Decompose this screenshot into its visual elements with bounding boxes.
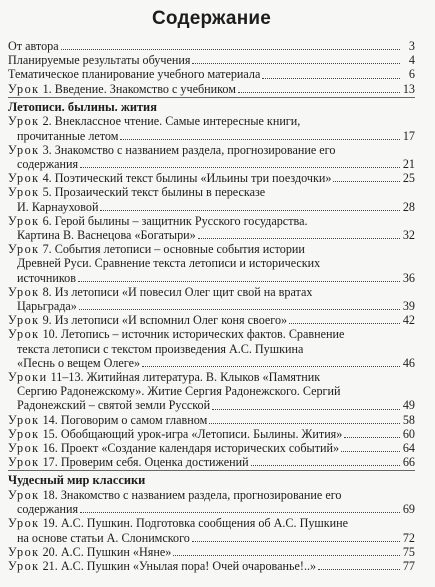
toc-line-text: текста летописи с текстом произведения А.С. Пушкина <box>17 341 304 356</box>
lesson-prefix: Урок <box>8 426 40 441</box>
toc-line-text: Сергию Радонежскому». Житие Сергия Радонежского. Сергий <box>17 384 341 399</box>
page-number: 13 <box>402 81 415 96</box>
toc-line-text: Урок 2. Внеклассное чтение. Самые интересные книги, <box>8 114 301 129</box>
toc-line <box>8 441 415 455</box>
toc-line-text: Урок 17. Проверим себя. Оценка достижений <box>8 455 249 470</box>
page-number: 4 <box>408 53 415 68</box>
leader-dots <box>289 322 400 324</box>
leader-dots <box>238 91 400 93</box>
section-title: Чудесный мир классики <box>8 473 146 488</box>
toc-line-text: От автора <box>8 39 59 53</box>
toc-line-text: Царьграда» <box>17 299 77 314</box>
toc-line-text: содержания <box>17 502 79 517</box>
toc-entry[interactable] <box>8 559 415 573</box>
page-number: 46 <box>402 355 415 370</box>
page-number: 39 <box>402 299 415 314</box>
toc-line <box>8 384 415 398</box>
toc-line <box>8 502 415 516</box>
toc-line-text: Урок 8. Из летописи «И повесил Олег щит свой на вратах <box>8 284 313 299</box>
page-number: 72 <box>402 530 415 545</box>
leader-dots <box>80 511 400 513</box>
toc-line <box>8 53 415 67</box>
toc-entry[interactable] <box>8 242 415 285</box>
leader-dots <box>333 180 399 182</box>
lesson-prefix: Урок <box>8 313 40 328</box>
toc-entry[interactable] <box>8 455 415 469</box>
page-number: 42 <box>402 313 415 328</box>
leader-dots <box>142 365 400 367</box>
lesson-prefix: Урок <box>8 114 40 129</box>
toc-entry[interactable] <box>8 143 415 171</box>
lesson-prefix: Урок <box>8 284 40 299</box>
toc-line-text: Урок 20. А.С. Пушкин «Няне» <box>8 544 172 559</box>
toc-line-text: Древней Руси. Сравнение текста летописи и исторических <box>17 256 321 271</box>
toc-line-text: Урок 5. Прозаический текст былины в пересказе <box>8 185 266 200</box>
toc-line <box>8 313 415 327</box>
leader-dots <box>61 48 400 50</box>
page-number: 69 <box>402 502 415 517</box>
toc-line-text: Урок 3. Знакомство с названием раздела, прогнозирование его <box>8 142 336 157</box>
toc-entry[interactable] <box>8 171 415 185</box>
section-title: Летописи. былины. жития <box>8 99 157 114</box>
lesson-prefix: Урок <box>8 327 40 342</box>
section-divider <box>8 470 415 471</box>
toc-line <box>8 82 415 96</box>
toc-line <box>8 200 415 214</box>
toc-line <box>8 299 415 313</box>
toc-line <box>8 185 415 199</box>
leader-dots <box>262 77 400 79</box>
lesson-prefix: Урок <box>8 544 40 559</box>
leader-dots <box>100 209 399 211</box>
toc-line-text: Урок 15. Обобщающий урок-игра «Летописи. Былины. Жития» <box>8 426 343 441</box>
leader-dots <box>198 237 400 239</box>
leader-dots <box>251 464 400 466</box>
page-title: Содержание <box>151 8 272 29</box>
toc-line <box>8 67 415 81</box>
toc-line <box>8 342 415 356</box>
page-number: 36 <box>402 270 415 285</box>
toc-entry[interactable] <box>8 285 415 313</box>
toc-line <box>8 488 415 502</box>
toc-entry[interactable] <box>8 114 415 142</box>
toc-line <box>8 559 415 573</box>
leader-dots <box>79 308 400 310</box>
toc-line <box>8 129 415 143</box>
toc-line <box>8 114 415 128</box>
toc-line <box>8 427 415 441</box>
toc-line-text: прочитанные летом <box>17 128 119 143</box>
leader-dots <box>318 568 400 570</box>
toc-line-text: Урок 19. А.С. Пушкин. Подготовка сообщения об А.С. Пушкине <box>8 516 349 531</box>
toc-entry[interactable] <box>8 39 415 53</box>
toc-line-text: Урок 10. Летопись – источник исторических фактов. Сравнение <box>8 327 345 342</box>
toc-entry[interactable] <box>8 313 415 327</box>
section-divider <box>8 97 415 98</box>
lesson-prefix: Урок <box>8 455 40 470</box>
toc-line <box>8 356 415 370</box>
page-number: 25 <box>402 171 415 186</box>
toc-line-text: Картина В. Васнецова «Богатыри» <box>17 228 196 243</box>
leader-dots <box>192 540 400 542</box>
lesson-prefix: Урок <box>8 488 40 503</box>
toc-line <box>8 545 415 559</box>
page-number: 3 <box>408 39 415 53</box>
toc-line <box>8 171 415 185</box>
lesson-prefix: Урок <box>8 142 40 157</box>
lesson-prefix: Урок <box>8 213 40 228</box>
toc-line-text: Урок 6. Герой былины – защитник Русского государства. <box>8 213 308 228</box>
leader-dots <box>209 422 400 424</box>
toc-entry[interactable] <box>8 545 415 559</box>
toc-line <box>8 271 415 285</box>
page-number: 64 <box>402 441 415 456</box>
toc-line <box>8 143 415 157</box>
toc-line-text: Уроки 11–13. Житийная литература. В. Клыков «Памятник <box>8 370 321 385</box>
lesson-prefix: Уроки <box>8 370 48 385</box>
toc-line-text: Урок 7. События летописи – основные события истории <box>8 242 305 257</box>
leader-dots <box>80 166 400 168</box>
page-number: 60 <box>402 426 415 441</box>
toc-entry[interactable] <box>8 214 415 242</box>
toc-entry[interactable] <box>8 327 415 370</box>
lesson-prefix: Урок <box>8 441 40 456</box>
toc-entry[interactable] <box>8 53 415 67</box>
toc-line-text: Урок 9. Из летописи «И вспомнил Олег коня своего» <box>8 313 288 328</box>
toc-line <box>8 228 415 242</box>
toc-line-text: источников <box>17 270 76 285</box>
toc-entry[interactable] <box>8 413 415 427</box>
lesson-prefix: Урок <box>8 412 40 427</box>
lesson-prefix: Урок <box>8 516 40 531</box>
leader-dots <box>344 436 400 438</box>
leader-dots <box>341 450 400 452</box>
lesson-prefix: Урок <box>8 559 40 574</box>
toc-entry[interactable] <box>8 516 415 544</box>
toc-line-text: Урок 4. Поэтический текст былины «Ильины три поездочки» <box>8 171 332 186</box>
leader-dots <box>78 280 400 282</box>
page-number: 49 <box>402 398 415 413</box>
leader-dots <box>120 138 399 140</box>
toc-entry[interactable] <box>8 488 415 516</box>
toc-entry[interactable] <box>8 427 415 441</box>
toc-entry[interactable] <box>8 441 415 455</box>
page-number: 66 <box>402 455 415 470</box>
toc-line <box>8 39 415 53</box>
toc-line <box>8 256 415 270</box>
leader-dots <box>173 554 400 556</box>
leader-dots <box>192 62 400 64</box>
toc-entry[interactable] <box>8 82 415 96</box>
lesson-prefix: Урок <box>8 171 40 186</box>
toc-line-text: Урок 1. Введение. Знакомство с учебником <box>8 81 236 96</box>
toc-line-text: Урок 14. Поговорим о самом главном <box>8 412 208 427</box>
toc-line <box>8 285 415 299</box>
toc-line <box>8 531 415 545</box>
toc-entry[interactable] <box>8 67 415 81</box>
toc-line-text: Урок 18. Знакомство с названием раздела, прогнозирование его <box>8 488 342 503</box>
toc-line-text: на основе статьи А. Слонимского <box>17 530 190 545</box>
toc-line <box>8 157 415 171</box>
lesson-prefix: Урок <box>8 81 40 96</box>
toc-line-text: Радонежский – святой земли Русской <box>17 398 211 413</box>
toc-line <box>8 327 415 341</box>
page-number: 58 <box>402 412 415 427</box>
page-number: 75 <box>402 544 415 559</box>
toc-line <box>8 370 415 384</box>
toc-line <box>8 455 415 469</box>
toc-line <box>8 516 415 530</box>
toc-line-text: Планируемые результаты обучения <box>8 53 191 68</box>
toc-line <box>8 413 415 427</box>
toc-line-text: Урок 16. Проект «Создание календаря исторических событий» <box>8 441 340 456</box>
toc-line <box>8 242 415 256</box>
leader-dots <box>212 408 400 410</box>
toc-line <box>8 398 415 412</box>
page-number: 17 <box>402 128 415 143</box>
toc-entry[interactable] <box>8 185 415 213</box>
toc-line <box>8 214 415 228</box>
page-number: 21 <box>402 157 415 172</box>
toc-line-text: Тематическое планирование учебного материала <box>8 67 261 82</box>
toc-line-text: «Песнь о вещем Олеге» <box>17 355 141 370</box>
page-number: 28 <box>402 199 415 214</box>
page-number: 32 <box>402 228 415 243</box>
lesson-prefix: Урок <box>8 185 40 200</box>
lesson-prefix: Урок <box>8 242 40 257</box>
toc-line-text: Урок 21. А.С. Пушкин «Унылая пора! Очей очарованье!..» <box>8 559 317 574</box>
toc-line-text: содержания <box>17 157 79 172</box>
page-number: 77 <box>402 559 415 574</box>
table-of-contents <box>8 39 415 573</box>
toc-line-text: И. Карнауховой <box>17 199 99 214</box>
toc-entry[interactable] <box>8 370 415 413</box>
page-number: 6 <box>408 67 415 82</box>
